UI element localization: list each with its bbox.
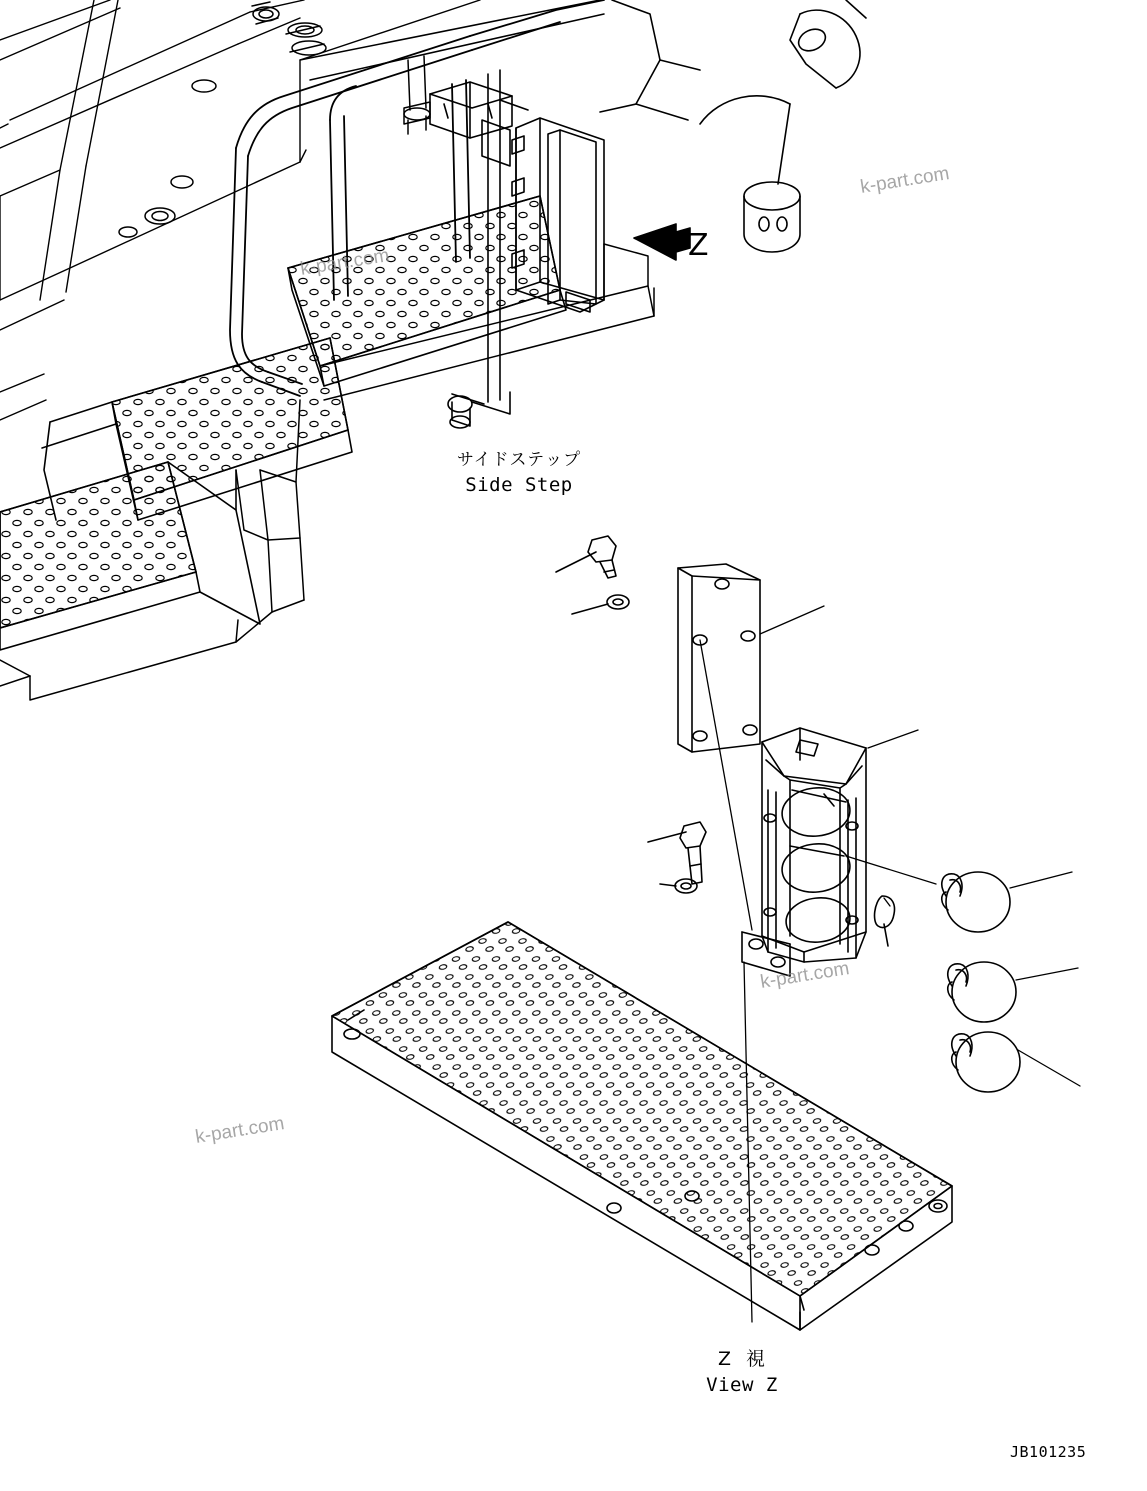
cover-plate	[678, 564, 760, 752]
watermark: k-part.com	[758, 958, 851, 993]
retainer-clip	[875, 896, 895, 946]
bolt-washer-top	[556, 536, 629, 614]
side-step-label-en: Side Step	[465, 474, 573, 496]
lamp-1	[942, 872, 1010, 932]
side-step-label-jp: サイドステップ	[456, 450, 582, 470]
lamp-3	[952, 1032, 1020, 1092]
view-z-label-en: View Z	[706, 1374, 778, 1396]
lamp-2	[948, 962, 1016, 1022]
step-plate-upper-3	[0, 462, 260, 650]
lamp-housing	[742, 728, 866, 976]
section-arrow-label: Z	[688, 228, 709, 263]
connector-upper	[600, 0, 866, 252]
watermark: k-part.com	[858, 163, 951, 198]
watermark: k-part.com	[298, 245, 391, 280]
view-z-label-jp: Z 視	[717, 1348, 767, 1370]
drawing-part-number: JB101235	[1010, 1443, 1087, 1461]
bolt-washer-middle	[648, 822, 706, 893]
watermark: k-part.com	[193, 1113, 286, 1148]
step-plate-lower	[332, 922, 952, 1330]
